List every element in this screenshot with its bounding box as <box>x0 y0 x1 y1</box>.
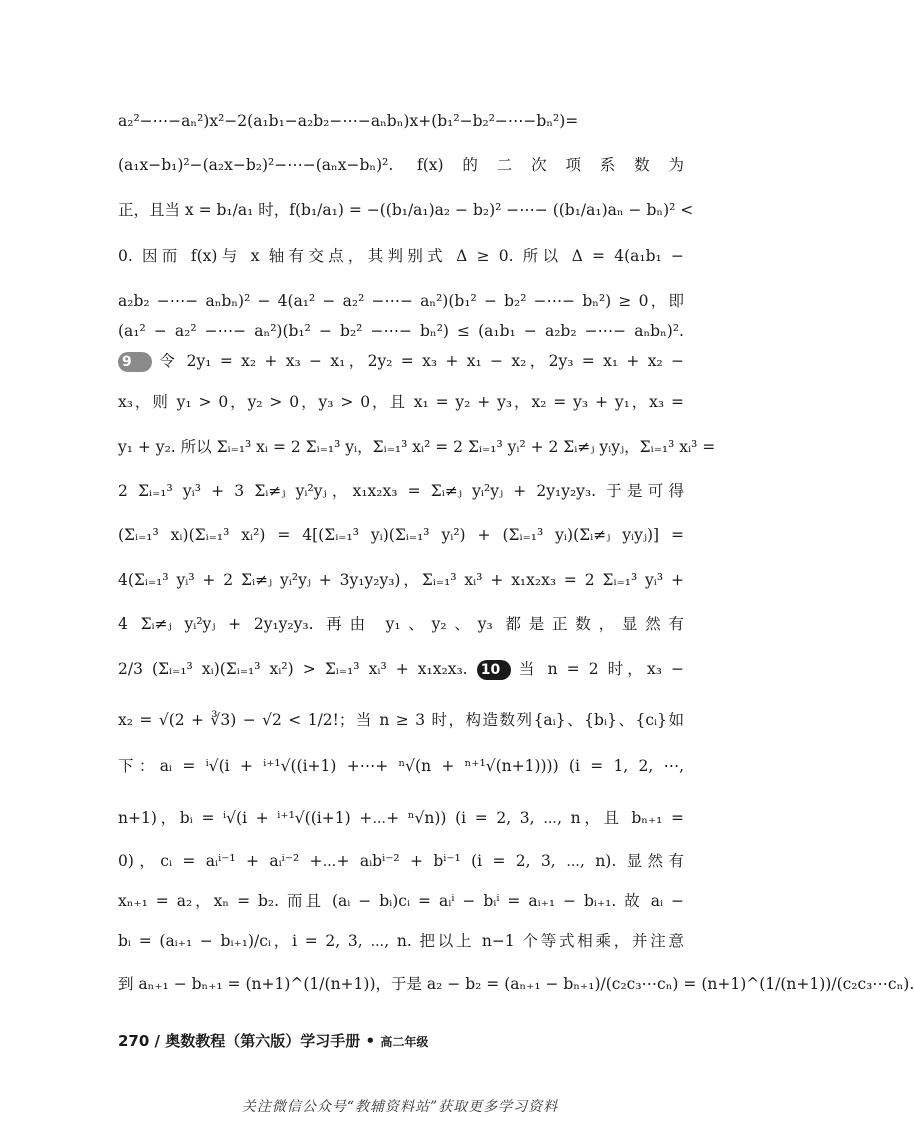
text-line <box>118 112 684 131</box>
text-line <box>118 974 914 994</box>
text-line <box>118 322 684 341</box>
line-text: 到 aₙ₊₁ − bₙ₊₁ = (n+1)^(1/(n+1))，于是 a₂ − b₂ = (aₙ₊₁ − bₙ₊₁)/(c₂c₃⋯cₙ) = (n+1)^(1/(n+1))/(c₂c₃⋯cₙ). <box>118 974 914 993</box>
line-text: a₂b₂ −⋯− aₙbₙ)² − 4(a₁² − a₂² −⋯− aₙ²)(b₁² − b₂² −⋯− bₙ²) ≥ 0，即 <box>118 291 684 310</box>
line-text: a₂²−⋯−aₙ²)x²−2(a₁b₁−a₂b₂−⋯−aₙbₙ)x+(b₁²−b₂²−⋯−bₙ²)= <box>118 112 579 130</box>
line-text: 令 2y₁ = x₂ + x₃ − x₁，2y₂ = x₃ + x₁ − x₂，2y₃ = x₁ + x₂ − <box>156 352 684 371</box>
text-line <box>118 247 684 266</box>
problem-number-badge: 10 <box>477 660 511 680</box>
book-title: 奥数教程（第六版）学习手册 <box>165 1032 361 1050</box>
text-line <box>118 482 684 501</box>
line-text: y₁ + y₂. 所以 Σᵢ₌₁³ xᵢ = 2 Σᵢ₌₁³ yᵢ，Σᵢ₌₁³ xᵢ² = 2 Σᵢ₌₁³ yᵢ² + 2 Σᵢ≠ⱼ yᵢyⱼ，Σᵢ₌₁³ xᵢ³ = <box>118 437 716 456</box>
text-line <box>118 292 684 311</box>
text-line <box>118 711 684 730</box>
line-text: 4(Σᵢ₌₁³ yᵢ³ + 2 Σᵢ≠ⱼ yᵢ²yⱼ + 3y₁y₂y₃)，Σᵢ₌₁³ xᵢ³ + x₁x₂x₃ = 2 Σᵢ₌₁³ yᵢ³ + <box>118 570 684 589</box>
text-line <box>118 526 684 545</box>
text-line <box>118 156 684 175</box>
line-text: x₃，则 y₁ > 0，y₂ > 0，y₃ > 0，且 x₁ = y₂ + y₃，x₂ = y₃ + y₁，x₃ = <box>118 393 684 412</box>
problem-number-badge: 9 <box>118 352 152 372</box>
watermark-text: 关注微信公众号“教辅资料站”获取更多学习资料 <box>241 1099 559 1115</box>
solution-text <box>118 112 914 994</box>
page-number: 270 <box>118 1032 150 1050</box>
page-footer <box>118 1030 428 1051</box>
line-text: bᵢ = (aᵢ₊₁ − bᵢ₊₁)/cᵢ，i = 2, 3, ⋯, n. 把以上 n−1 个等式相乘，并注意 <box>118 932 684 951</box>
text-line <box>118 757 684 776</box>
line-text: 2/3 (Σᵢ₌₁³ xᵢ)(Σᵢ₌₁³ xᵢ²) > Σᵢ₌₁³ xᵢ³ + x₁x₂x₃. <box>118 659 468 678</box>
text-line <box>118 809 684 828</box>
text-line <box>118 437 716 457</box>
text-line <box>118 393 684 412</box>
text-line <box>118 571 684 590</box>
text-line <box>118 200 694 220</box>
line-text: 0)，cᵢ = aᵢⁱ⁻¹ + aᵢⁱ⁻² +⋯+ aᵢbⁱ⁻² + bⁱ⁻¹ (i = 2, 3, ⋯, n). 显然有 <box>118 851 684 870</box>
line-text: (a₁² − a₂² −⋯− aₙ²)(b₁² − b₂² −⋯− bₙ²) ≤ (a₁b₁ − a₂b₂ −⋯− aₙbₙ)². <box>118 321 684 340</box>
text-line <box>118 660 684 680</box>
text-line <box>118 615 684 634</box>
line-text: (a₁x−b₁)²−(a₂x−b₂)²−⋯−(aₙx−bₙ)². f(x)的二次项系数为 <box>118 156 684 175</box>
line-text: 2 Σᵢ₌₁³ yᵢ³ + 3 Σᵢ≠ⱼ yᵢ²yⱼ，x₁x₂x₃ = Σᵢ≠ⱼ yᵢ²yⱼ + 2y₁y₂y₃. 于是可得 <box>118 482 684 500</box>
footer-dot: • <box>365 1032 376 1050</box>
line-text: n+1)，bᵢ = ⁱ√(i + ⁱ⁺¹√((i+1) +⋯+ ⁿ√n)) (i = 2, 3, ⋯, n，且 bₙ₊₁ = <box>118 809 684 828</box>
grade-label: 高二年级 <box>380 1035 429 1049</box>
text-line <box>118 852 684 871</box>
line-text: (Σᵢ₌₁³ xᵢ)(Σᵢ₌₁³ xᵢ²) = 4[(Σᵢ₌₁³ yᵢ)(Σᵢ₌₁³ yᵢ²) + (Σᵢ₌₁³ yᵢ)(Σᵢ≠ⱼ yᵢyⱼ)] = <box>118 526 684 545</box>
text-line <box>118 932 684 951</box>
line-text: 下：aᵢ = ⁱ√(i + ⁱ⁺¹√((i+1) +⋯+ ⁿ√(n + ⁿ⁺¹√(n+1)))) (i = 1, 2, ⋯, <box>118 756 684 775</box>
text-line <box>118 352 684 372</box>
footer-separator: / <box>154 1032 161 1050</box>
line-text: xₙ₊₁ = a₂，xₙ = b₂. 而且 (aᵢ − bᵢ)cᵢ = aᵢⁱ − bᵢⁱ = aᵢ₊₁ − bᵢ₊₁. 故 aᵢ − <box>118 892 684 910</box>
line-text: 正，且当 x = b₁/a₁ 时，f(b₁/a₁) = −((b₁/a₁)a₂ − b₂)² −⋯− ((b₁/a₁)aₙ − bₙ)² < <box>118 200 694 219</box>
line-text: 4 Σᵢ≠ⱼ yᵢ²yⱼ + 2y₁y₂y₃. 再由 y₁、y₂、y₃ 都是正数，显然有 <box>118 615 684 634</box>
line-text: 当 n = 2 时，x₃ − <box>514 659 684 678</box>
line-text: x₂ = √(2 + ∛3) − √2 < 1/2!；当 n ≥ 3 时，构造数列{aᵢ}、{bᵢ}、{cᵢ}如 <box>118 710 684 729</box>
line-text: 0. 因而 f(x)与 x 轴有交点，其判别式 Δ ≥ 0. 所以 Δ = 4(a₁b₁ − <box>118 247 684 266</box>
text-line <box>118 892 684 911</box>
